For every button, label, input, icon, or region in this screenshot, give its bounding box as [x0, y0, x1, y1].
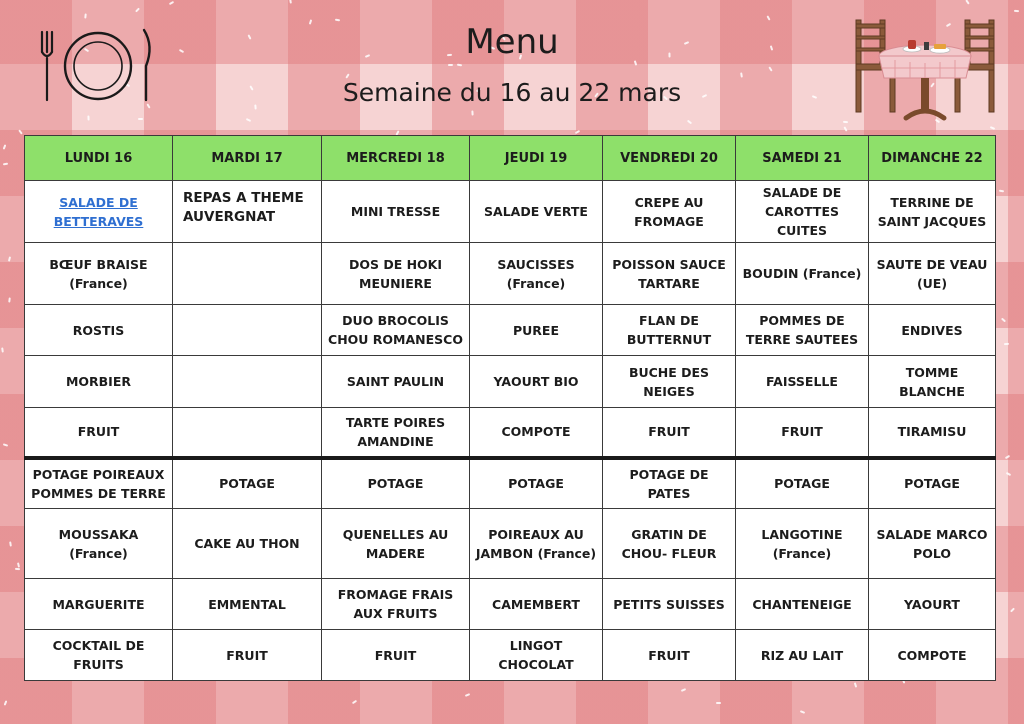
sprinkle — [3, 443, 8, 446]
menu-cell: POTAGE — [173, 458, 322, 509]
table-row — [25, 630, 996, 681]
menu-cell: LANGOTINE (France) — [736, 509, 869, 579]
menu-cell: REPAS A THEME AUVERGNAT — [173, 181, 322, 243]
sprinkle — [1001, 318, 1006, 323]
sprinkle — [9, 541, 12, 546]
menu-cell: FROMAGE FRAIS AUX FRUITS — [322, 579, 470, 630]
menu-cell: SAUCISSES (France) — [470, 243, 603, 305]
page-subtitle: Semaine du 16 au 22 mars — [342, 78, 682, 107]
day-header: SAMEDI 21 — [736, 136, 869, 181]
sprinkle — [843, 121, 848, 124]
sprinkle — [1, 347, 4, 352]
table-row — [25, 305, 996, 356]
menu-cell: TOMME BLANCHE — [869, 356, 996, 408]
menu-cell: CHANTENEIGE — [736, 579, 869, 630]
menu-cell: POTAGE — [736, 458, 869, 509]
menu-cell: FRUIT — [322, 630, 470, 681]
menu-cell: SALADE VERTE — [470, 181, 603, 243]
menu-cell: PETITS SUISSES — [603, 579, 736, 630]
day-header: JEUDI 19 — [470, 136, 603, 181]
menu-cell: GRATIN DE CHOU- FLEUR — [603, 509, 736, 579]
menu-cell: COCKTAIL DE FRUITS — [25, 630, 173, 681]
sprinkle — [465, 693, 470, 697]
menu-cell: ENDIVES — [869, 305, 996, 356]
menu-cell: SALADE MARCO POLO — [869, 509, 996, 579]
sprinkle — [4, 700, 8, 705]
sprinkle — [335, 19, 340, 22]
sprinkle — [575, 130, 580, 134]
sprinkle — [457, 64, 462, 67]
sprinkle — [965, 0, 969, 5]
menu-cell: LINGOT CHOCOLAT — [470, 630, 603, 681]
menu-cell: COMPOTE — [470, 408, 603, 458]
sprinkle — [3, 144, 7, 149]
menu-cell: POTAGE POIREAUX POMMES DE TERRE — [25, 458, 173, 509]
table-row — [25, 458, 996, 509]
menu-link-cell[interactable]: SALADE DE BETTERAVES — [25, 181, 173, 243]
sprinkle — [766, 15, 770, 20]
day-header: LUNDI 16 — [25, 136, 173, 181]
menu-cell: POTAGE DE PATES — [603, 458, 736, 509]
menu-cell: POISSON SAUCE TARTARE — [603, 243, 736, 305]
menu-cell: RIZ AU LAIT — [736, 630, 869, 681]
sprinkle — [15, 568, 20, 570]
table-row — [25, 408, 996, 458]
table-row — [25, 356, 996, 408]
menu-cell: CAKE AU THON — [173, 509, 322, 579]
menu-cell: TIRAMISU — [869, 408, 996, 458]
sprinkle — [471, 110, 473, 115]
menu-cell: MINI TRESSE — [322, 181, 470, 243]
sprinkle — [854, 682, 857, 687]
menu-cell — [173, 305, 322, 356]
day-header: DIMANCHE 22 — [869, 136, 996, 181]
menu-cell: POIREAUX AU JAMBON (France) — [470, 509, 603, 579]
sprinkle — [17, 562, 20, 567]
menu-cell: BOUDIN (France) — [736, 243, 869, 305]
sprinkle — [768, 66, 772, 71]
sprinkle — [3, 163, 8, 166]
sprinkle — [1005, 455, 1010, 459]
sprinkle — [87, 115, 89, 120]
table-row — [25, 509, 996, 579]
menu-cell — [173, 408, 322, 458]
menu-cell: DOS DE HOKI MEUNIERE — [322, 243, 470, 305]
menu-cell: MOUSSAKA (France) — [25, 509, 173, 579]
menu-cell: PUREE — [470, 305, 603, 356]
page-title: Menu — [465, 22, 559, 62]
menu-cell: MORBIER — [25, 356, 173, 408]
day-header: MERCREDI 18 — [322, 136, 470, 181]
menu-cell: POTAGE — [322, 458, 470, 509]
menu-cell: POTAGE — [869, 458, 996, 509]
day-header: MARDI 17 — [173, 136, 322, 181]
menu-cell: BŒUF BRAISE (France) — [25, 243, 173, 305]
menu-cell: FRUIT — [25, 408, 173, 458]
sprinkle — [448, 64, 453, 66]
menu-cell: EMMENTAL — [173, 579, 322, 630]
sprinkle — [990, 126, 995, 130]
menu-cell: MARGUERITE — [25, 579, 173, 630]
sprinkle — [18, 129, 23, 134]
menu-cell: DUO BROCOLIS CHOU ROMANESCO — [322, 305, 470, 356]
menu-cell: ROSTIS — [25, 305, 173, 356]
sprinkle — [84, 13, 87, 18]
table-row — [25, 181, 996, 243]
sprinkle — [138, 118, 143, 120]
menu-cell: FLAN DE BUTTERNUT — [603, 305, 736, 356]
sprinkle — [843, 126, 847, 131]
menu-cell: BUCHE DES NEIGES — [603, 356, 736, 408]
table-row — [25, 579, 996, 630]
menu-cell: COMPOTE — [869, 630, 996, 681]
sprinkle — [289, 0, 292, 4]
sprinkle — [8, 256, 11, 261]
menu-cell: POMMES DE TERRE SAUTEES — [736, 305, 869, 356]
menu-cell: QUENELLES AU MADERE — [322, 509, 470, 579]
menu-cell: SAUTE DE VEAU (UE) — [869, 243, 996, 305]
menu-cell: YAOURT BIO — [470, 356, 603, 408]
menu-cell: TARTE POIRES AMANDINE — [322, 408, 470, 458]
sprinkle — [999, 190, 1004, 193]
sprinkle — [681, 688, 686, 692]
sprinkle — [169, 1, 174, 5]
sprinkle — [800, 710, 805, 714]
menu-cell: YAOURT — [869, 579, 996, 630]
day-header: VENDREDI 20 — [603, 136, 736, 181]
sprinkle — [1004, 343, 1009, 345]
sprinkle — [246, 118, 251, 122]
sprinkle — [1014, 10, 1019, 12]
sprinkle — [352, 700, 357, 704]
menu-cell — [173, 243, 322, 305]
menu-cell: POTAGE — [470, 458, 603, 509]
menu-cell — [173, 356, 322, 408]
sprinkle — [740, 72, 743, 77]
sprinkle — [1010, 608, 1015, 613]
sprinkle — [687, 120, 692, 125]
menu-cell: FRUIT — [173, 630, 322, 681]
table-row — [25, 243, 996, 305]
menu-cell: FRUIT — [736, 408, 869, 458]
menu-table — [24, 135, 996, 681]
menu-cell: CAMEMBERT — [470, 579, 603, 630]
menu-cell: SAINT PAULIN — [322, 356, 470, 408]
menu-cell: CREPE AU FROMAGE — [603, 181, 736, 243]
sprinkle — [716, 702, 721, 704]
menu-cell: FRUIT — [603, 408, 736, 458]
menu-cell: FAISSELLE — [736, 356, 869, 408]
day-header-row — [25, 136, 996, 181]
menu-cell: SALADE DE CAROTTES CUITES — [736, 181, 869, 243]
menu-cell: TERRINE DE SAINT JACQUES — [869, 181, 996, 243]
sprinkle — [135, 8, 140, 13]
menu-cell: FRUIT — [603, 630, 736, 681]
sprinkle — [8, 297, 11, 302]
sprinkle — [1006, 472, 1011, 476]
